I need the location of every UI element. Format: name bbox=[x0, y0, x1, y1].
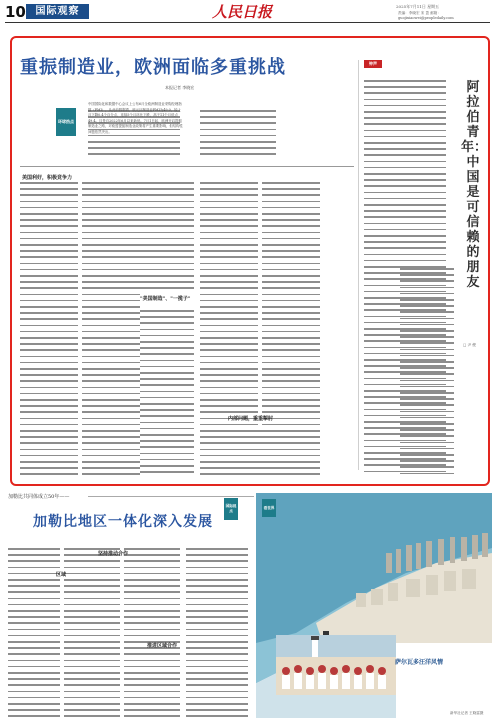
main-subhead-2: "美国制造"、"一揽子" bbox=[140, 296, 191, 302]
masthead-logo: 人民日报 bbox=[212, 3, 273, 21]
section2-rule bbox=[88, 496, 254, 497]
main-headline: 重振制造业，欧洲面临多重挑战 bbox=[20, 57, 286, 78]
kicker-badge: 环球热点 bbox=[56, 108, 76, 136]
section2-subhead-1: 区域 bbox=[56, 572, 67, 578]
commentary-label: 钟声 bbox=[364, 60, 382, 68]
main-byline: 本报记者 李晓宏 bbox=[165, 85, 195, 90]
header-rule bbox=[5, 22, 490, 23]
news-photo bbox=[256, 493, 492, 718]
coastal-city-photo bbox=[256, 493, 492, 718]
photo-caption-credit: 新华社记者 王晓雷摄 bbox=[450, 711, 484, 715]
commentary-byline: □ 尹 俊 bbox=[463, 343, 476, 347]
photo-tag: 看世界 bbox=[262, 499, 276, 517]
section2-subhead-2: 坚持推动合作 bbox=[98, 551, 129, 557]
section2-subhead-3: 推进区域合作 bbox=[147, 643, 178, 649]
section-label: 国际观察 bbox=[26, 4, 89, 19]
column-divider bbox=[358, 60, 359, 470]
section2-headline: 加勒比地区一体化深入发展 bbox=[33, 514, 213, 530]
page-number: 10 bbox=[5, 3, 26, 21]
main-lead-paragraph: 中国国际化和数据中心会议上公布6月全欧洲制造业采购经理指数（PMI），从此前数据看，欧元区制造业PMI为49.0，较上月下降0.4个百分点，连续5个月环比下跌，高于11个月低点49.4。这是自2022年6月以来新低。7月1日起，欧洲开启提振制造业之路，对欧盟提振制造业政策将产生重要影响，但结构性问题依然突出。 bbox=[88, 102, 183, 134]
section2-tag: 国际视点 bbox=[224, 498, 238, 520]
section2-kicker: 加勒比共同体成立50年—— bbox=[8, 494, 70, 500]
lead-divider bbox=[20, 166, 354, 167]
main-subhead-3: 内部问题，重重掣肘 bbox=[228, 416, 274, 422]
main-subhead-1: 美国利好，积极竞争力 bbox=[22, 175, 73, 181]
commentary-headline: 阿拉伯青年：中国是可信赖的朋友 bbox=[461, 80, 488, 290]
editor-line: 责编：李晓宏 宋 盈 邮箱：guojixiaowei@peopledaily.com bbox=[398, 11, 454, 20]
date-line: 2025年7月11日 星期五 bbox=[396, 4, 440, 9]
photo-caption-title: 萨尔瓦多汪洋风情 bbox=[395, 659, 444, 666]
